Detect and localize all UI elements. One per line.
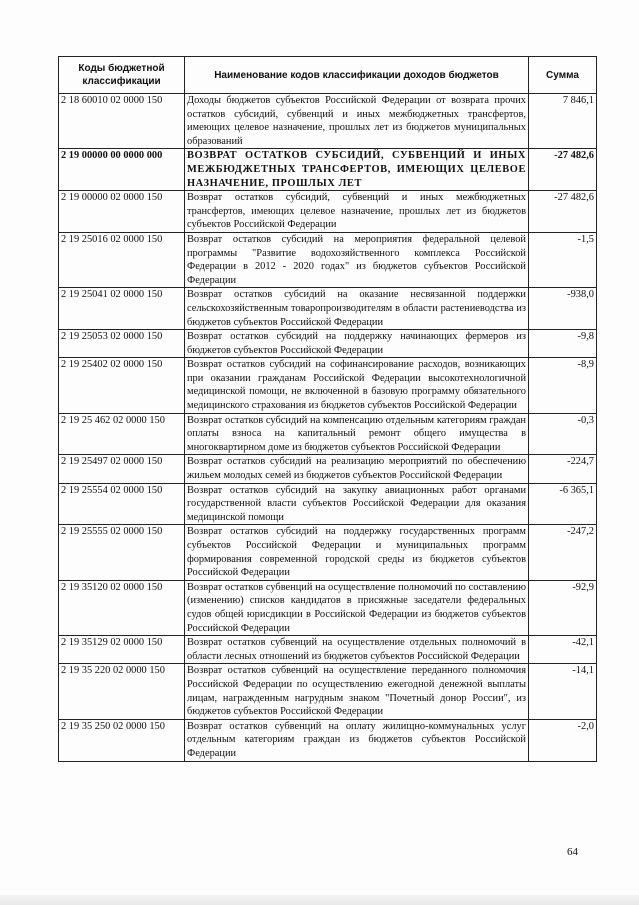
table-row [59, 94, 597, 149]
row-name: Возврат остатков субсидий на закупку авиационных работ органами государственной власти субъектов Российской Федерации для оказания медицинской помощи [185, 483, 529, 525]
row-code: 2 19 25497 02 0000 150 [59, 455, 185, 483]
row-code: 2 19 25016 02 0000 150 [59, 232, 185, 287]
row-code: 2 19 35 220 02 0000 150 [59, 664, 185, 719]
table-row [59, 455, 597, 483]
row-name: Доходы бюджетов субъектов Российской Федерации от возврата прочих остатков субсидий, субвенций и иных межбюджетных трансфертов, имеющих целевое назначение, прошлых лет из бюджетов муниципальных образований [185, 94, 529, 149]
header-sum: Сумма [529, 57, 597, 94]
table-row [59, 413, 597, 455]
table-row [59, 719, 597, 761]
row-code: 2 19 35 250 02 0000 150 [59, 719, 185, 761]
row-sum: -27 482,6 [529, 149, 597, 191]
table-row [59, 483, 597, 525]
row-name: Возврат остатков субсидий на поддержку начинающих фермеров из бюджетов субъектов Российской Федерации [185, 330, 529, 358]
table-row [59, 149, 597, 191]
row-sum: -27 482,6 [529, 191, 597, 233]
row-sum: -6 365,1 [529, 483, 597, 525]
row-name: Возврат остатков субсидий, субвенций и иных межбюджетных трансфертов, имеющих целевое назначение, прошлых лет из бюджетов субъектов Российской Федерации [185, 191, 529, 233]
page-number: 64 [567, 846, 578, 858]
table-row [59, 232, 597, 287]
table-header-row [59, 57, 597, 94]
row-code: 2 19 25554 02 0000 150 [59, 483, 185, 525]
table-row [59, 580, 597, 635]
row-name: Возврат остатков субсидий на софинансирование расходов, возникающих при оказании гражданам Российской Федерации высокотехнологичной медицинской помощи, не включенной в базовую программу обязательного медицинского страхования из бюджетов субъектов Российской Федерации [185, 358, 529, 413]
table-row [59, 288, 597, 330]
header-name: Наименование кодов классификации доходов бюджетов [185, 57, 529, 94]
row-sum: -1,5 [529, 232, 597, 287]
row-sum: -938,0 [529, 288, 597, 330]
row-sum: -2,0 [529, 719, 597, 761]
row-code: 2 19 25053 02 0000 150 [59, 330, 185, 358]
row-name: Возврат остатков субвенций на осуществление отдельных полномочий в области лесных отношений из бюджетов субъектов Российской Федерации [185, 636, 529, 664]
row-sum: -224,7 [529, 455, 597, 483]
row-name: Возврат остатков субвенций на оплату жилищно-коммунальных услуг отдельным категориям граждан из бюджетов субъектов Российской Федерации [185, 719, 529, 761]
row-sum: -9,8 [529, 330, 597, 358]
header-code: Коды бюджетной классификации [59, 57, 185, 94]
row-sum: -0,3 [529, 413, 597, 455]
row-code: 2 19 25 462 02 0000 150 [59, 413, 185, 455]
table-row [59, 525, 597, 580]
table-row [59, 664, 597, 719]
row-name: Возврат остатков субсидий на поддержку государственных программ субъектов Российской Федерации и муниципальных программ формирования современной городской среды из бюджетов субъектов Российской Федерации [185, 525, 529, 580]
row-code: 2 19 25555 02 0000 150 [59, 525, 185, 580]
row-code: 2 19 00000 02 0000 150 [59, 191, 185, 233]
row-code: 2 19 25041 02 0000 150 [59, 288, 185, 330]
row-name: Возврат остатков субсидий на компенсацию отдельным категориям граждан оплаты взноса на капитальный ремонт общего имущества в многоквартирном доме из бюджетов субъектов Российской Федерации [185, 413, 529, 455]
row-sum: -8,9 [529, 358, 597, 413]
row-name: Возврат остатков субвенций на осуществление переданного полномочия Российской Федерации по осуществлению ежегодной денежной выплаты лицам, награжденным нагрудным знаком "Почетный донор России", из бюджетов субъектов Российской Федерации [185, 664, 529, 719]
row-sum: -247,2 [529, 525, 597, 580]
row-code: 2 19 25402 02 0000 150 [59, 358, 185, 413]
row-sum: 7 846,1 [529, 94, 597, 149]
table-row [59, 636, 597, 664]
row-sum: -42,1 [529, 636, 597, 664]
table-row [59, 191, 597, 233]
table-row [59, 358, 597, 413]
row-code: 2 19 35129 02 0000 150 [59, 636, 185, 664]
table-body [59, 94, 597, 762]
row-sum: -14,1 [529, 664, 597, 719]
row-name: Возврат остатков субвенций на осуществление полномочий по составлению (изменению) списков кандидатов в присяжные заседатели федеральных судов общей юрисдикции в Российской Федерации из бюджетов субъектов Российской Федерации [185, 580, 529, 635]
row-code: 2 19 35120 02 0000 150 [59, 580, 185, 635]
row-name: Возврат остатков субсидий на оказание несвязанной поддержки сельскохозяйственным товаропроизводителям в области растениеводства из бюджетов субъектов Российской Федерации [185, 288, 529, 330]
row-name: ВОЗВРАТ ОСТАТКОВ СУБСИДИЙ, СУБВЕНЦИЙ И ИНЫХ МЕЖБЮДЖЕТНЫХ ТРАНСФЕРТОВ, ИМЕЮЩИХ ЦЕЛЕВОЕ НАЗНАЧЕНИЕ, ПРОШЛЫХ ЛЕТ [185, 149, 529, 191]
row-name: Возврат остатков субсидий на мероприятия федеральной целевой программы "Развитие водохозяйственного комплекса Российской Федерации в 2012 - 2020 годах" из бюджетов субъектов Российской Федерации [185, 232, 529, 287]
budget-revenue-table [58, 56, 597, 762]
row-code: 2 19 00000 00 0000 000 [59, 149, 185, 191]
row-sum: -92,9 [529, 580, 597, 635]
table-row [59, 330, 597, 358]
row-code: 2 18 60010 02 0000 150 [59, 94, 185, 149]
scan-bottom-edge [0, 895, 639, 905]
row-name: Возврат остатков субсидий на реализацию мероприятий по обеспечению жильем молодых семей из бюджетов субъектов Российской Федерации [185, 455, 529, 483]
